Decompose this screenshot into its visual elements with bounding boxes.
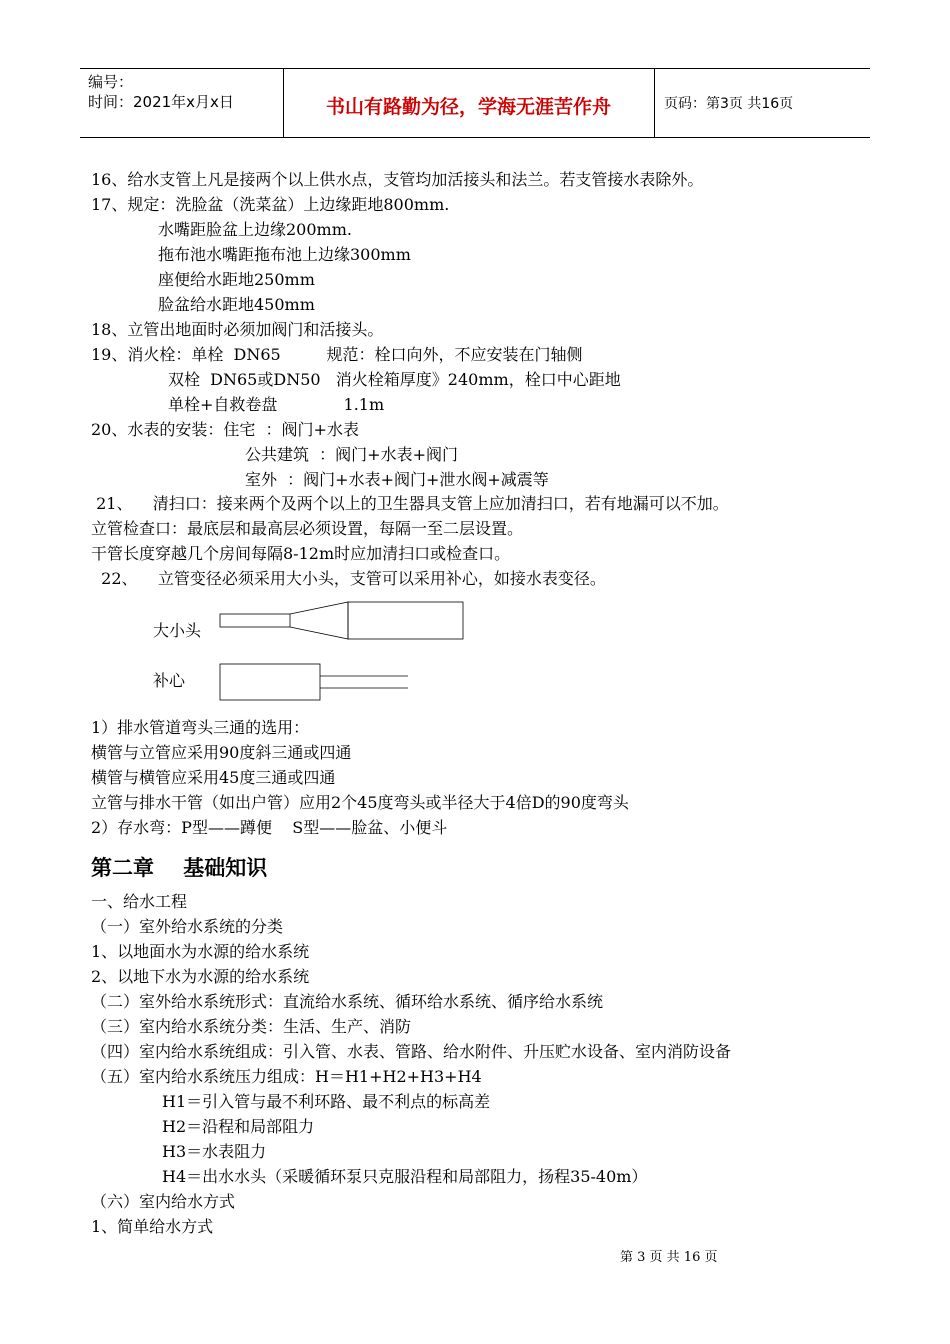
header-meta: [88, 72, 234, 112]
text-line: 横管与横管应采用45度三通或四通: [91, 768, 336, 787]
text-line: （六）室内给水方式: [91, 1192, 236, 1211]
text-line: 脸盆给水距地450mm: [158, 295, 315, 314]
text-line: 水嘴距脸盆上边缘200mm.: [158, 220, 352, 239]
text-line: H2＝沿程和局部阻力: [162, 1117, 315, 1136]
text-line: 2、以地下水为水源的给水系统: [91, 967, 310, 986]
text-line: （三）室内给水系统分类：生活、生产、消防: [91, 1017, 412, 1036]
text-line: 拖布池水嘴距拖布池上边缘300mm: [158, 245, 411, 264]
text-line: 横管与立管应采用90度斜三通或四通: [91, 743, 352, 762]
number-label: 编号：: [88, 73, 134, 91]
page-footer: 第 3 页 共 16 页: [620, 1250, 718, 1265]
chapter-title: 第二章 基础知识: [91, 856, 268, 880]
text-line: 17、规定：洗脸盆（洗菜盆）上边缘距地800mm.: [91, 195, 450, 214]
text-line: 21、 清扫口：接来两个及两个以上的卫生器具支管上应加清扫口，若有地漏可以不加。: [91, 494, 729, 513]
text-line: 座便给水距地250mm: [158, 270, 315, 289]
bushing-shape: [220, 664, 408, 700]
figure-label-bushing: 补心: [153, 671, 186, 690]
text-line: 20、水表的安装：住宅 ：阀门+水表: [91, 420, 359, 439]
text-line: 16、给水支管上凡是接两个以上供水点，支管均加活接头和法兰。若支管接水表除外。: [91, 170, 704, 189]
text-line: （一）室外给水系统的分类: [91, 917, 284, 936]
text-line: 19、消火栓：单栓 DN65 规范：栓口向外，不应安装在门轴侧: [91, 345, 583, 364]
pipe-fitting-diagram: [150, 598, 470, 708]
text-line: 1）排水管道弯头三通的选用：: [91, 718, 310, 737]
text-line: 一、给水工程: [91, 892, 188, 911]
text-line: 1、简单给水方式: [91, 1217, 214, 1236]
text-line: （二）室外给水系统形式：直流给水系统、循环给水系统、循序给水系统: [91, 992, 604, 1011]
figure-label-reducer: 大小头: [153, 621, 202, 640]
text-line: H3＝水表阻力: [162, 1142, 267, 1161]
text-line: 立管与排水干管（如出户管）应用2个45度弯头或半径大于4倍D的90度弯头: [91, 793, 629, 812]
text-line: （五）室内给水系统压力组成：H＝H1+H2+H3+H4: [91, 1067, 482, 1086]
reducer-shape: [220, 602, 463, 639]
text-line: 立管检查口：最底层和最高层必须设置，每隔一至二层设置。: [91, 519, 524, 538]
time-label: 时间：2021年x月x日: [88, 93, 234, 111]
text-line: 公共建筑 ：阀门+水表+阀门: [245, 445, 458, 464]
text-line: 1、以地面水为水源的给水系统: [91, 942, 310, 961]
page-header: [80, 68, 870, 138]
header-divider: [654, 69, 655, 137]
header-motto: 书山有路勤为径，学海无涯苦作舟: [325, 96, 611, 118]
text-line: 干管长度穿越几个房间每隔8-12m时应加清扫口或检查口。: [91, 544, 511, 563]
text-line: （四）室内给水系统组成：引入管、水表、管路、给水附件、升压贮水设备、室内消防设备: [91, 1042, 732, 1061]
text-line: 2）存水弯：P型——蹲便 S型——脸盆、小便斗: [91, 818, 448, 837]
header-page-info: 页码：第3页 共16页: [664, 96, 794, 112]
text-line: 18、立管出地面时必须加阀门和活接头。: [91, 320, 384, 339]
text-line: 单栓+自救卷盘 1.1m: [168, 395, 385, 414]
text-line: H4＝出水水头（采暖循环泵只克服沿程和局部阻力，扬程35-40m）: [162, 1167, 648, 1186]
text-line: 室外 ：阀门+水表+阀门+泄水阀+减震等: [245, 470, 549, 489]
text-line: 双栓 DN65或DN50 消火栓箱厚度》240mm，栓口中心距地: [168, 370, 621, 389]
text-line: H1＝引入管与最不利环路、最不利点的标高差: [162, 1092, 491, 1111]
text-line: 22、 立管变径必须采用大小头，支管可以采用补心，如接水表变径。: [91, 569, 606, 588]
